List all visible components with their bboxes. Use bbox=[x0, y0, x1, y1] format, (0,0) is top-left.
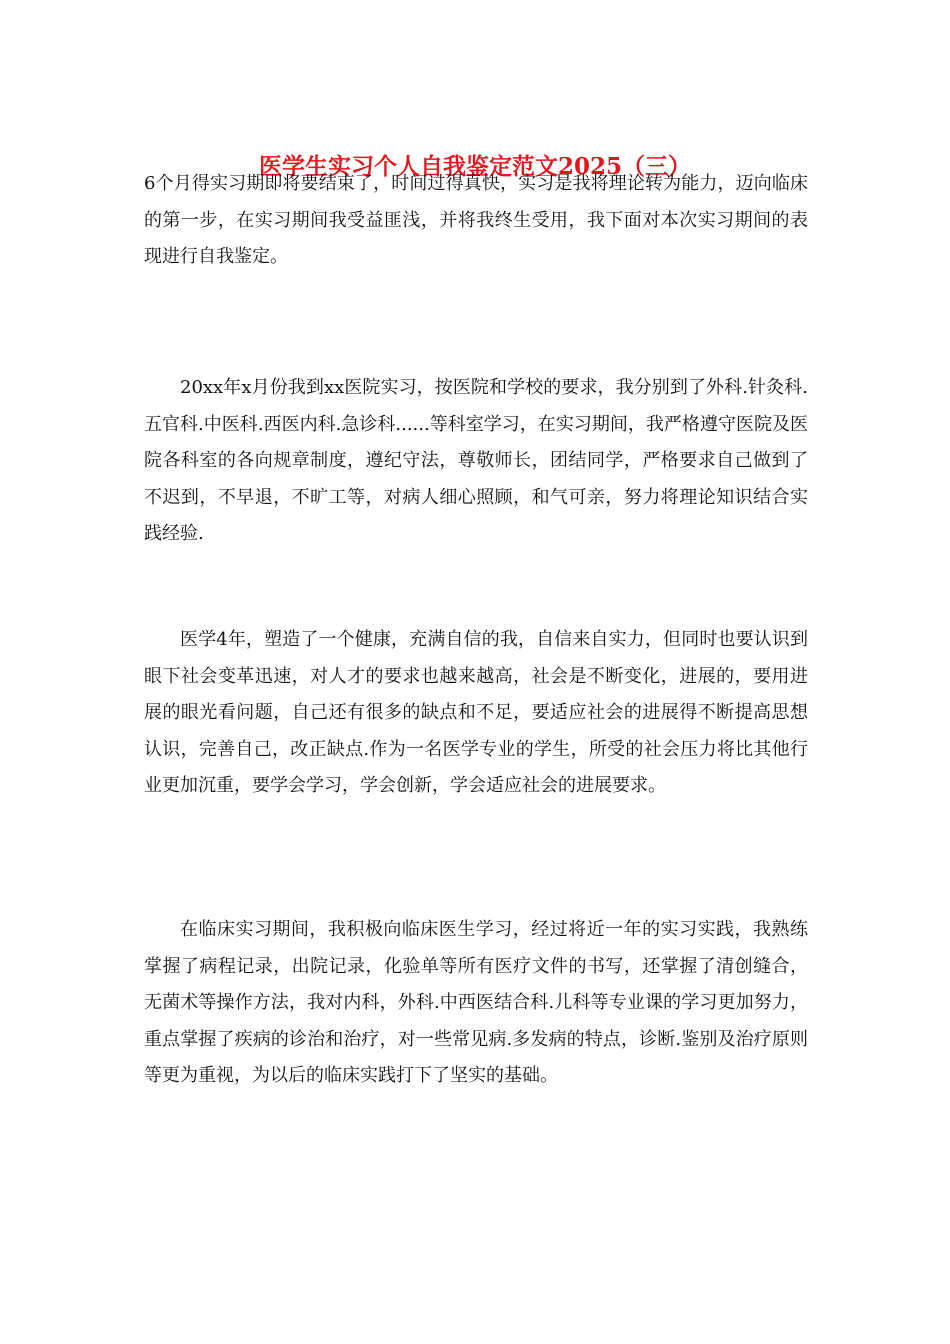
paragraph-intro: 6个月得实习期即将要结束了，时间过得真快，实习是我将理论转为能力，迈向临床的第一步，在实习期间我受益匪浅，并将我终生受用，我下面对本次实习期间的表现进行自我鉴定。 bbox=[144, 173, 808, 267]
paragraph-four-years-study: 医学4年，塑造了一个健康，充满自信的我，自信来自实力，但同时也要认识到眼下社会变革迅速，对人才的要求也越来越高，社会是不断变化，进展的，要用进展的眼光看问题，自己还有很多的缺点和不足，要适应社会的进展得不断提高思想认识，完善自己，改正缺点.作为一名医学专业的学生，所受的社会压力将比其他行业更加沉重，要学会学习，学会创新，学会适应社会的进展要求。 bbox=[144, 629, 808, 796]
paragraph-internship-departments: 20xx年x月份我到xx医院实习，按医院和学校的要求，我分别到了外科.针灸科.五官科.中医科.西医内科.急诊科......等科室学习，在实习期间，我严格遵守医院及医院各科室的各向规章制度，遵纪守法，尊敬师长，团结同学，严格要求自己做到了不迟到，不早退，不旷工等，对病人细心照顾，和气可亲，努力将理论知识结合实践经验. bbox=[144, 377, 808, 544]
paragraph-clinical-skills: 在临床实习期间，我积极向临床医生学习，经过将近一年的实习实践，我熟练掌握了病程记录，出院记录，化验单等所有医疗文件的书写，还掌握了清创缝合，无菌术等操作方法，我对内科，外科.中西医结合科.儿科等专业课的学习更加努力，重点掌握了疾病的诊治和治疗，对一些常见病.多发病的特点，诊断.鉴别及治疗原则等更为重视，为以后的临床实践打下了坚实的基础。 bbox=[144, 919, 808, 1086]
document-title: 医学生实习个人自我鉴定范文2025（三） bbox=[258, 153, 691, 180]
